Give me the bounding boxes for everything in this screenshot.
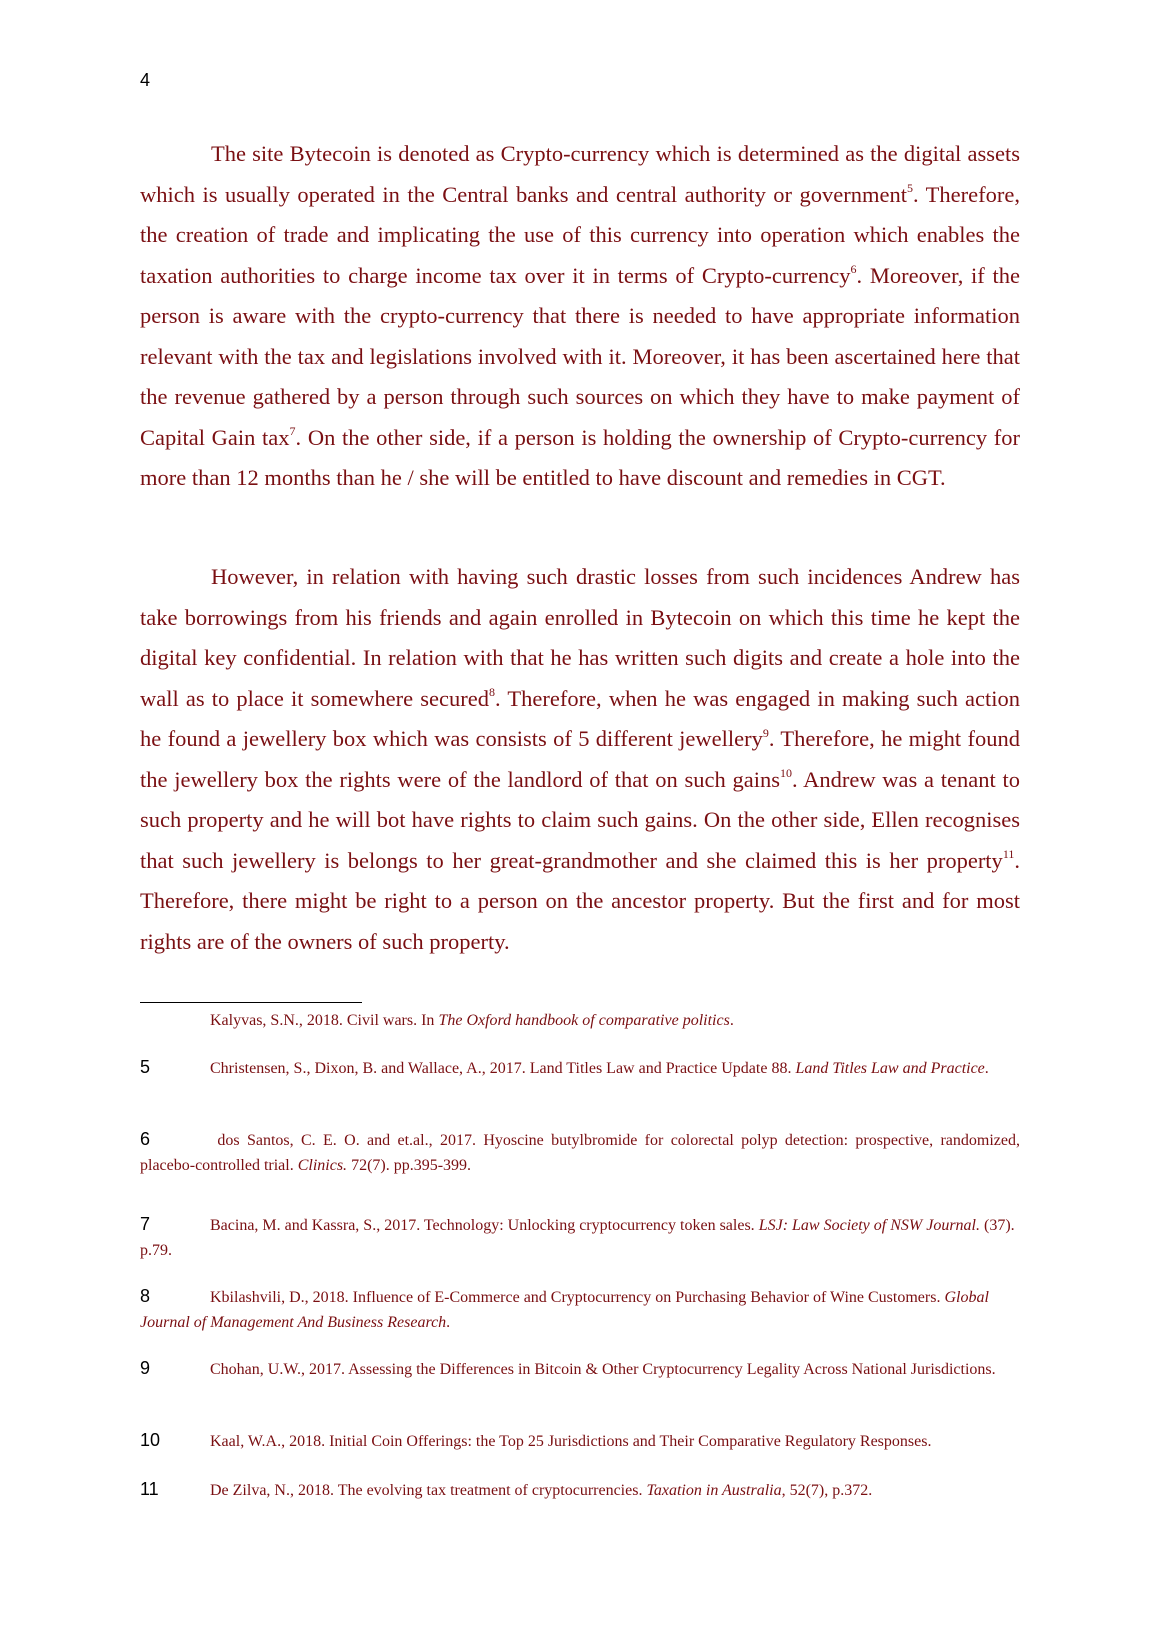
paragraph-text: The site Bytecoin is denoted as Crypto-currency which is determined as the digital assets which is usually operated in the Central banks and central authority or government xyxy=(140,141,1020,207)
footnote-text: (37). p.79. xyxy=(140,1217,1015,1259)
footnote-text: Kaal, W.A., 2018. Initial Coin Offerings: the Top 25 Jurisdictions and Their Comparative Regulatory Responses. xyxy=(210,1433,932,1450)
footnote-text: Bacina, M. and Kassra, S., 2017. Technology: Unlocking cryptocurrency token sales. xyxy=(210,1217,759,1234)
footnote-4 xyxy=(140,1008,1020,1033)
footnote-text: . xyxy=(729,1012,734,1029)
footnote-source: Global Journal of Management And Business Research xyxy=(140,1289,989,1331)
paragraph-text: . Andrew was a tenant to such property and he will bot have rights to claim such gains. On the other side, Ellen recognises that such jewellery is belongs to her great-grandmother and she claimed this is her property xyxy=(140,766,1020,873)
body-paragraph-1 xyxy=(140,134,1020,499)
footnote-number: 10 xyxy=(140,1430,161,1450)
footnote-separator xyxy=(140,1002,362,1003)
footnote-ref: 5 xyxy=(906,181,913,195)
paragraph-text: . Therefore, there might be right to a person on the ancestor property. But the first and for most rights are of the owners of such property. xyxy=(140,847,1020,954)
footnote-source: Taxation in Australia xyxy=(646,1482,782,1499)
footnote-source: LSJ: Law Society of NSW Journal. xyxy=(758,1217,980,1234)
footnote-text: 72(7). pp.395-399. xyxy=(347,1157,472,1174)
footnote-text: Kalyvas, S.N., 2018. Civil wars. In xyxy=(210,1012,439,1029)
footnote-number: 11 xyxy=(140,1479,159,1499)
footnote-5 xyxy=(140,1055,1020,1081)
footnote-7 xyxy=(140,1212,1020,1263)
footnote-source: The Oxford handbook of comparative politics xyxy=(438,1012,730,1029)
footnote-10 xyxy=(140,1428,1020,1454)
footnote-text: . xyxy=(446,1314,451,1331)
footnote-ref: 9 xyxy=(762,725,769,740)
body-paragraph-2 xyxy=(140,557,1020,962)
footnote-9 xyxy=(140,1356,1020,1382)
footnote-text: , 52(7), p.372. xyxy=(781,1482,873,1499)
footnote-number: 6 xyxy=(140,1129,151,1149)
footnote-number: 8 xyxy=(140,1286,151,1306)
footnote-number: 9 xyxy=(140,1358,151,1378)
footnote-8 xyxy=(140,1284,1020,1335)
footnote-number: 7 xyxy=(140,1214,151,1234)
footnote-6 xyxy=(140,1127,1020,1178)
footnote-text: Kbilashvili, D., 2018. Influence of E-Commerce and Cryptocurrency on Purchasing Behavior of Wine Customers. xyxy=(210,1289,945,1306)
footnote-ref: 7 xyxy=(289,424,296,438)
footnote-ref: 11 xyxy=(1002,847,1015,861)
page-number: 4 xyxy=(140,70,151,90)
footnote-text: . xyxy=(984,1060,989,1077)
footnote-text: Christensen, S., Dixon, B. and Wallace, A., 2017. Land Titles Law and Practice Update 88. xyxy=(210,1060,796,1077)
paragraph-text: . Moreover, if the person is aware with the crypto-currency that there is needed to have appropriate information relevant with the tax and legislations involved with it. Moreover, it has been ascertained here that the revenue gathered by a person through such sources on which they have to make payment of Capital Gain tax xyxy=(140,262,1021,450)
footnote-ref: 8 xyxy=(489,685,495,699)
footnote-ref: 10 xyxy=(779,766,792,780)
paragraph-text: However, in relation with having such drastic losses from such incidences Andrew has take borrowings from his friends and again enrolled in Bytecoin on which this time he kept the digital key confidential. In relation with that he has written such digits and create a hole into the wall as to place it somewhere secured xyxy=(140,564,1020,711)
footnote-text: dos Santos, C. E. O. and et.al., 2017. Hyoscine butylbromide for colorectal polyp detection: prospective, randomized, placebo-controlled trial. xyxy=(140,1132,1020,1174)
paragraph-text: . Therefore, he might found the jewellery box the rights were of the landlord of that on such gains xyxy=(140,726,1020,792)
footnote-ref: 6 xyxy=(850,262,857,276)
footnote-source: Land Titles Law and Practice xyxy=(795,1060,985,1077)
footnote-number: 5 xyxy=(140,1057,151,1077)
paragraph-text: . Therefore, when he was engaged in making such action he found a jewellery box which was consists of 5 different jewellery xyxy=(140,685,1020,751)
footnote-source: Clinics. xyxy=(297,1157,348,1174)
paragraph-text: . Therefore, the creation of trade and implicating the use of this currency into operation which enables the taxation authorities to charge income tax over it in terms of Crypto-currency xyxy=(140,181,1020,288)
footnote-text: De Zilva, N., 2018. The evolving tax treatment of cryptocurrencies. xyxy=(210,1482,647,1499)
footnote-text: Chohan, U.W., 2017. Assessing the Differences in Bitcoin & Other Cryptocurrency Legality Across National Jurisdictions. xyxy=(210,1361,996,1378)
paragraph-text: . On the other side, if a person is holding the ownership of Crypto-currency for more than 12 months than he / she will be entitled to have discount and remedies in CGT. xyxy=(140,424,1020,490)
footnote-11 xyxy=(140,1477,1020,1503)
